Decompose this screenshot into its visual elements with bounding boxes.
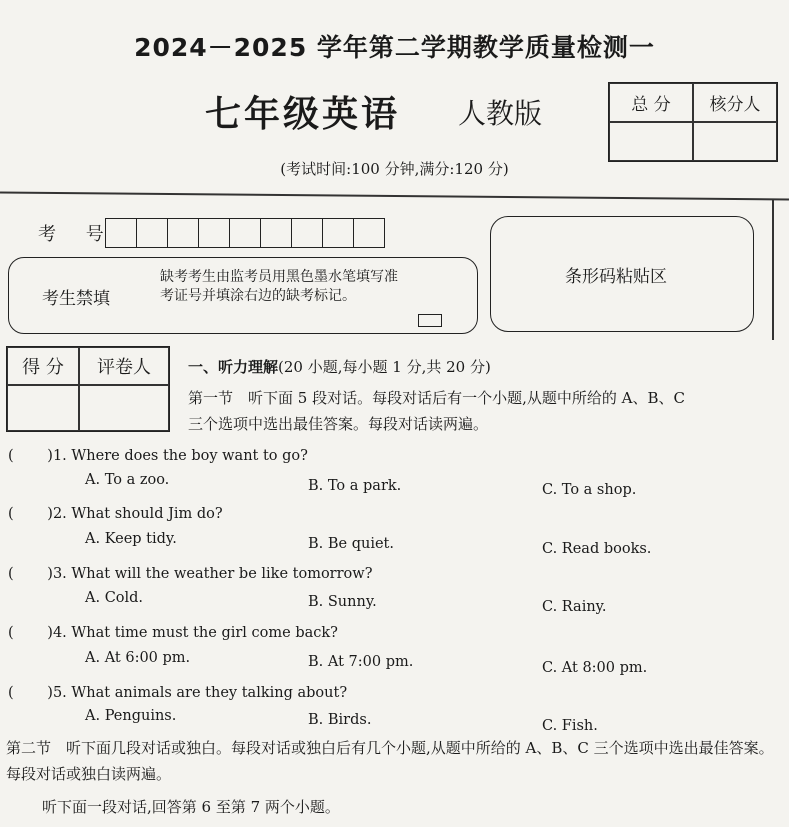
option-b[interactable]: B. Sunny. <box>308 594 377 610</box>
exam-number-digit-box[interactable] <box>198 218 230 248</box>
divider-vertical <box>772 200 774 340</box>
question-text: What will the weather be like tomorrow? <box>71 566 373 582</box>
divider-line <box>0 192 789 201</box>
part1-instruction: 第一节 听下面 5 段对话。每段对话后有一个小题,从题中所给的 A、B、C 三个选项中选出最佳答案。每段对话读两遍。 <box>188 389 685 433</box>
exam-number-digit-box[interactable] <box>322 218 354 248</box>
question-row: ( )4. What time must the girl come back? <box>8 625 338 641</box>
question-text: What should Jim do? <box>71 506 223 522</box>
option-a[interactable]: A. At 6:00 pm. <box>85 650 191 666</box>
option-a[interactable]: A. Keep tidy. <box>85 531 177 547</box>
section1-note: (20 小题,每小题 1 分,共 20 分) <box>278 358 491 376</box>
grader-name-header: 评卷人 <box>79 347 169 385</box>
option-c[interactable]: C. At 8:00 pm. <box>542 660 648 676</box>
question-number: 5 <box>52 685 63 701</box>
question-number: 4 <box>52 625 63 641</box>
restricted-text: 缺考考生由监考员用黑色墨水笔填写准考证号并填涂右边的缺考标记。 <box>160 269 398 304</box>
question-text: What time must the girl come back? <box>71 625 338 641</box>
grader-table <box>6 346 170 432</box>
question-row: ( )5. What animals are they talking about? <box>8 685 348 701</box>
option-b[interactable]: B. Birds. <box>308 712 372 728</box>
question-text: What animals are they talking about? <box>71 685 348 701</box>
total-score-cell[interactable] <box>609 122 693 161</box>
option-b[interactable]: B. To a park. <box>308 478 402 494</box>
question-number: 1 <box>52 448 63 464</box>
exam-number-boxes[interactable] <box>106 218 385 248</box>
option-c[interactable]: C. Rainy. <box>542 599 607 615</box>
section1-heading <box>188 356 491 377</box>
option-b[interactable]: B. At 7:00 pm. <box>308 654 414 670</box>
question-row: ( )2. What should Jim do? <box>8 506 223 522</box>
edition-label: 人教版 <box>458 97 543 130</box>
checker-cell[interactable] <box>693 122 777 161</box>
exam-info: (考试时间:100 分钟,满分:120 分) <box>280 160 509 178</box>
option-a[interactable]: A. Cold. <box>85 590 144 606</box>
exam-number-digit-box[interactable] <box>167 218 199 248</box>
option-c[interactable]: C. Fish. <box>542 718 598 734</box>
exam-number-digit-box[interactable] <box>353 218 385 248</box>
barcode-label: 条形码粘贴区 <box>565 267 667 287</box>
part2-instruction: 第二节 听下面几段对话或独白。每段对话或独白后有几个小题,从题中所给的 A、B、C 三个选项中选出最佳答案。每段对话或独白读两遍。 <box>6 739 774 783</box>
option-a[interactable]: A. Penguins. <box>85 708 177 724</box>
exam-number-digit-box[interactable] <box>260 218 292 248</box>
checker-header: 核分人 <box>693 83 777 122</box>
grader-score-header: 得 分 <box>7 347 79 385</box>
question-number: 3 <box>52 566 63 582</box>
exam-number-digit-box[interactable] <box>229 218 261 248</box>
exam-number-label: 考 号 <box>38 224 116 245</box>
question-number: 2 <box>52 506 63 522</box>
question-row: ( )3. What will the weather be like tomorrow? <box>8 566 373 582</box>
exam-number-digit-box[interactable] <box>291 218 323 248</box>
exam-number-digit-box[interactable] <box>105 218 137 248</box>
exam-number-digit-box[interactable] <box>136 218 168 248</box>
restricted-label: 考生禁填 <box>42 289 110 309</box>
section1-title: 一、听力理解 <box>188 358 279 376</box>
option-a[interactable]: A. To a zoo. <box>85 472 170 488</box>
total-score-header: 总 分 <box>609 83 693 122</box>
score-table <box>608 82 778 162</box>
option-c[interactable]: C. To a shop. <box>542 482 637 498</box>
exam-title: 2024－2025 学年第二学期教学质量检测一 <box>134 33 655 62</box>
question-row: ( )1. Where does the boy want to go? <box>8 448 308 464</box>
question-text: Where does the boy want to go? <box>71 448 308 464</box>
option-b[interactable]: B. Be quiet. <box>308 536 394 552</box>
subject-title: 七年级英语 <box>205 93 401 135</box>
part2-note: 听下面一段对话,回答第 6 至第 7 两个小题。 <box>42 798 340 816</box>
grader-name-cell[interactable] <box>79 385 169 431</box>
option-c[interactable]: C. Read books. <box>542 541 652 557</box>
absence-mark-box[interactable] <box>418 314 442 327</box>
grader-score-cell[interactable] <box>7 385 79 431</box>
